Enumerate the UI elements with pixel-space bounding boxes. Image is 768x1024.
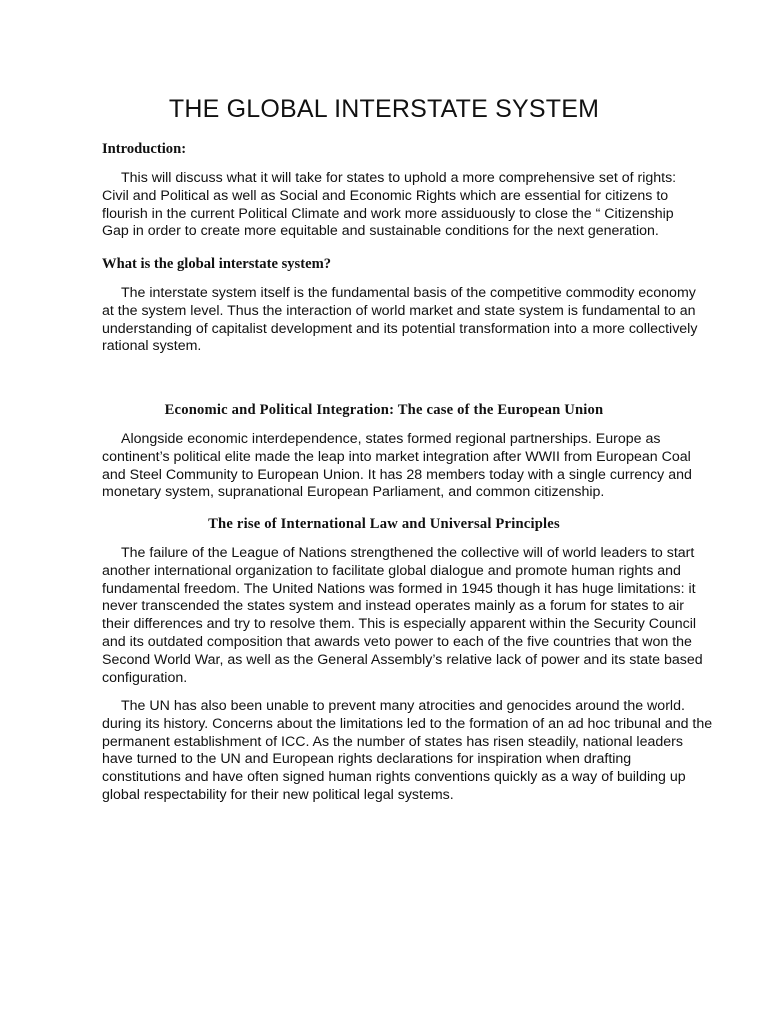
- paragraph-line: Second World War, as well as the General Assembly’s relative lack of power and its state based: [102, 651, 703, 668]
- paragraph-line: flourish in the current Political Climate and work more assiduously to close the “ Citizenship: [102, 205, 674, 222]
- paragraph-line: This will discuss what it will take for states to uphold a more comprehensive set of rights:: [121, 170, 677, 186]
- paragraph-line: configuration.: [102, 669, 188, 686]
- paragraph-line: rational system.: [102, 338, 202, 355]
- paragraph-line: monetary system, supranational European Parliament, and common citizenship.: [102, 484, 605, 501]
- paragraph-line: understanding of capitalist development and its potential transformation into a more collectively: [102, 320, 698, 337]
- paragraph-line: Gap in order to create more equitable and sustainable conditions for the next generation.: [102, 223, 659, 240]
- paragraph-european-union: [102, 431, 694, 502]
- paragraph-line: at the system level. Thus the interaction of world market and state system is fundamental to an: [102, 302, 696, 319]
- section-heading-introduction: Introduction:: [102, 141, 187, 157]
- paragraph-league-of-nations: [102, 545, 703, 687]
- paragraph-line: their differences and try to resolve them. This is especially apparent within the Security Council: [102, 616, 697, 633]
- paragraph-line: during its history. Concerns about the limitations led to the formation of an ad hoc tribunal and the: [102, 715, 713, 732]
- paragraph-line: global respectability for their new political legal systems.: [102, 786, 454, 803]
- paragraph-line: The UN has also been unable to prevent many atrocities and genocides around the world.: [121, 698, 685, 714]
- section-heading-european-union: Economic and Political Integration: The case of the European Union: [164, 402, 604, 418]
- paragraph-line: The interstate system itself is the fundamental basis of the competitive commodity economy: [121, 285, 696, 301]
- paragraph-line: The failure of the League of Nations strengthened the collective will of world leaders to start: [121, 545, 695, 561]
- paragraph-line: never transcended the states system and instead operates mainly as a forum for states to air: [102, 598, 684, 615]
- paragraph-line: fundamental freedom. The United Nations was formed in 1945 though it has huge limitations: it: [102, 580, 696, 597]
- paragraph-un-limitations: [102, 698, 713, 805]
- paragraph-introduction: [102, 170, 694, 241]
- paragraph-line: constitutions and have often signed human rights conventions quickly as a way of building up: [102, 769, 686, 786]
- section-heading-international-law: The rise of International Law and Universal Principles: [208, 516, 560, 532]
- paragraph-interstate-system: [102, 285, 698, 356]
- paragraph-line: and its outdated composition that awards veto power to each of the five countries that won the: [102, 633, 692, 650]
- paragraph-line: and Steel Community to European Union. It has 28 members today with a single currency and: [102, 466, 692, 483]
- paragraph-line: permanent establishment of ICC. As the number of states has risen steadily, national leaders: [102, 733, 683, 750]
- paragraph-line: Alongside economic interdependence, states formed regional partnerships. Europe as: [121, 431, 661, 447]
- paragraph-line: Civil and Political as well as Social and Economic Rights which are essential for citizens to: [102, 187, 669, 204]
- paragraph-line: another international organization to facilitate global dialogue and promote human rights and: [102, 562, 681, 579]
- section-heading-global-interstate-system: What is the global interstate system?: [102, 256, 332, 272]
- paragraph-line: continent’s political elite made the leap into market integration after WWII from European Coal: [102, 448, 691, 465]
- document-title: THE GLOBAL INTERSTATE SYSTEM: [168, 95, 600, 123]
- paragraph-line: have turned to the UN and European rights declarations for inspiration when drafting: [102, 751, 632, 768]
